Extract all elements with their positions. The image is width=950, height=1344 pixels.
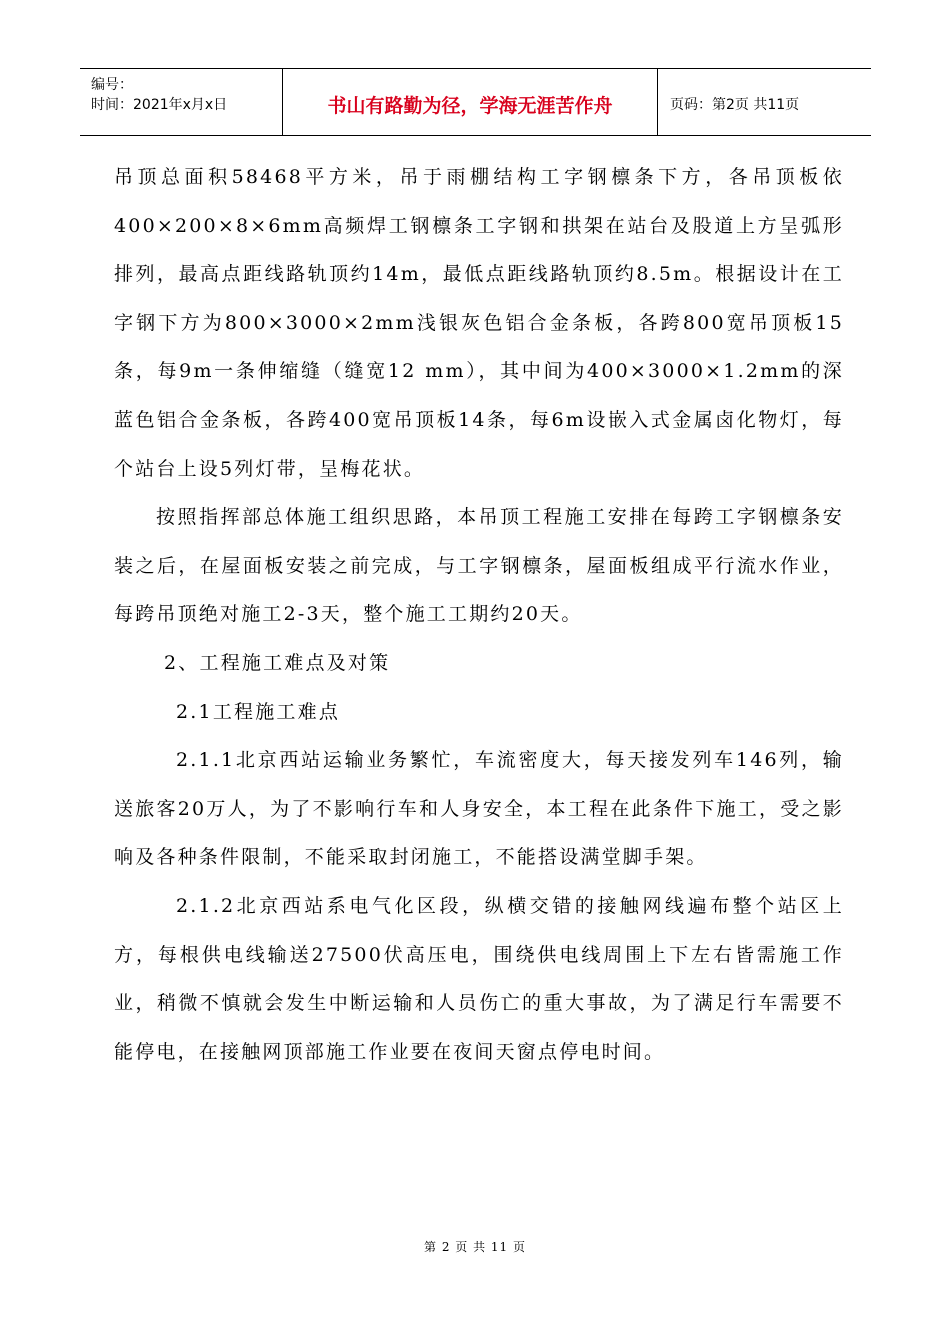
document-number-label: 编号：	[91, 77, 133, 93]
document-time-label: 时间：2021年x月x日	[91, 97, 228, 113]
document-body	[114, 153, 844, 1076]
header-page-info: 页码：第2页 共11页	[670, 97, 800, 113]
header-motto: 书山有路勤为径，学海无涯苦作舟	[283, 69, 658, 135]
paragraph-ceiling-description: 吊顶总面积58468平方米，吊于雨棚结构工字钢檩条下方，各吊顶板依400×200×8×6mm高频焊工钢檩条工字钢和拱架在站台及股道上方呈弧形排列，最高点距线路轨顶约14m，最低点距线路轨顶约8.5m。根据设计在工字钢下方为800×3000×2mm浅银灰色铝合金条板，各跨800宽吊顶板15条，每9m一条伸缩缝（缝宽12 mm），其中间为400×3000×1.2mm的深蓝色铝合金条板，各跨400宽吊顶板14条，每6m设嵌入式金属卤化物灯，每个站台上设5列灯带，呈梅花状。	[114, 166, 844, 480]
paragraph-difficulty-traffic: 2.1.1北京西站运输业务繁忙，车流密度大，每天接发列车146列，输送旅客20万人，为了不影响行车和人身安全，本工程在此条件下施工，受之影响及各种条件限制，不能采取封闭施工，不能搭设满堂脚手架。	[114, 749, 844, 869]
section-heading: 2、工程施工难点及对策	[164, 651, 391, 674]
subsection-heading: 2.1工程施工难点	[176, 700, 341, 723]
page-footer: 第 2 页 共 11 页	[424, 1240, 526, 1254]
paragraph-difficulty-electric: 2.1.2北京西站系电气化区段，纵横交错的接触网线遍布整个站区上方，每根供电线输送27500伏高压电，围绕供电线周围上下左右皆需施工作业，稍微不慎就会发生中断运输和人员伤亡的重大事故，为了满足行车需要不能停电，在接触网顶部施工作业要在夜间天窗点停电时间。	[114, 894, 844, 1063]
page-header	[80, 68, 871, 136]
paragraph-construction-plan: 按照指挥部总体施工组织思路，本吊顶工程施工安排在每跨工字钢檩条安装之后，在屋面板安装之前完成，与工字钢檩条，屋面板组成平行流水作业，每跨吊顶绝对施工2-3天，整个施工工期约20天。	[114, 506, 844, 626]
header-meta-cell	[80, 69, 283, 135]
